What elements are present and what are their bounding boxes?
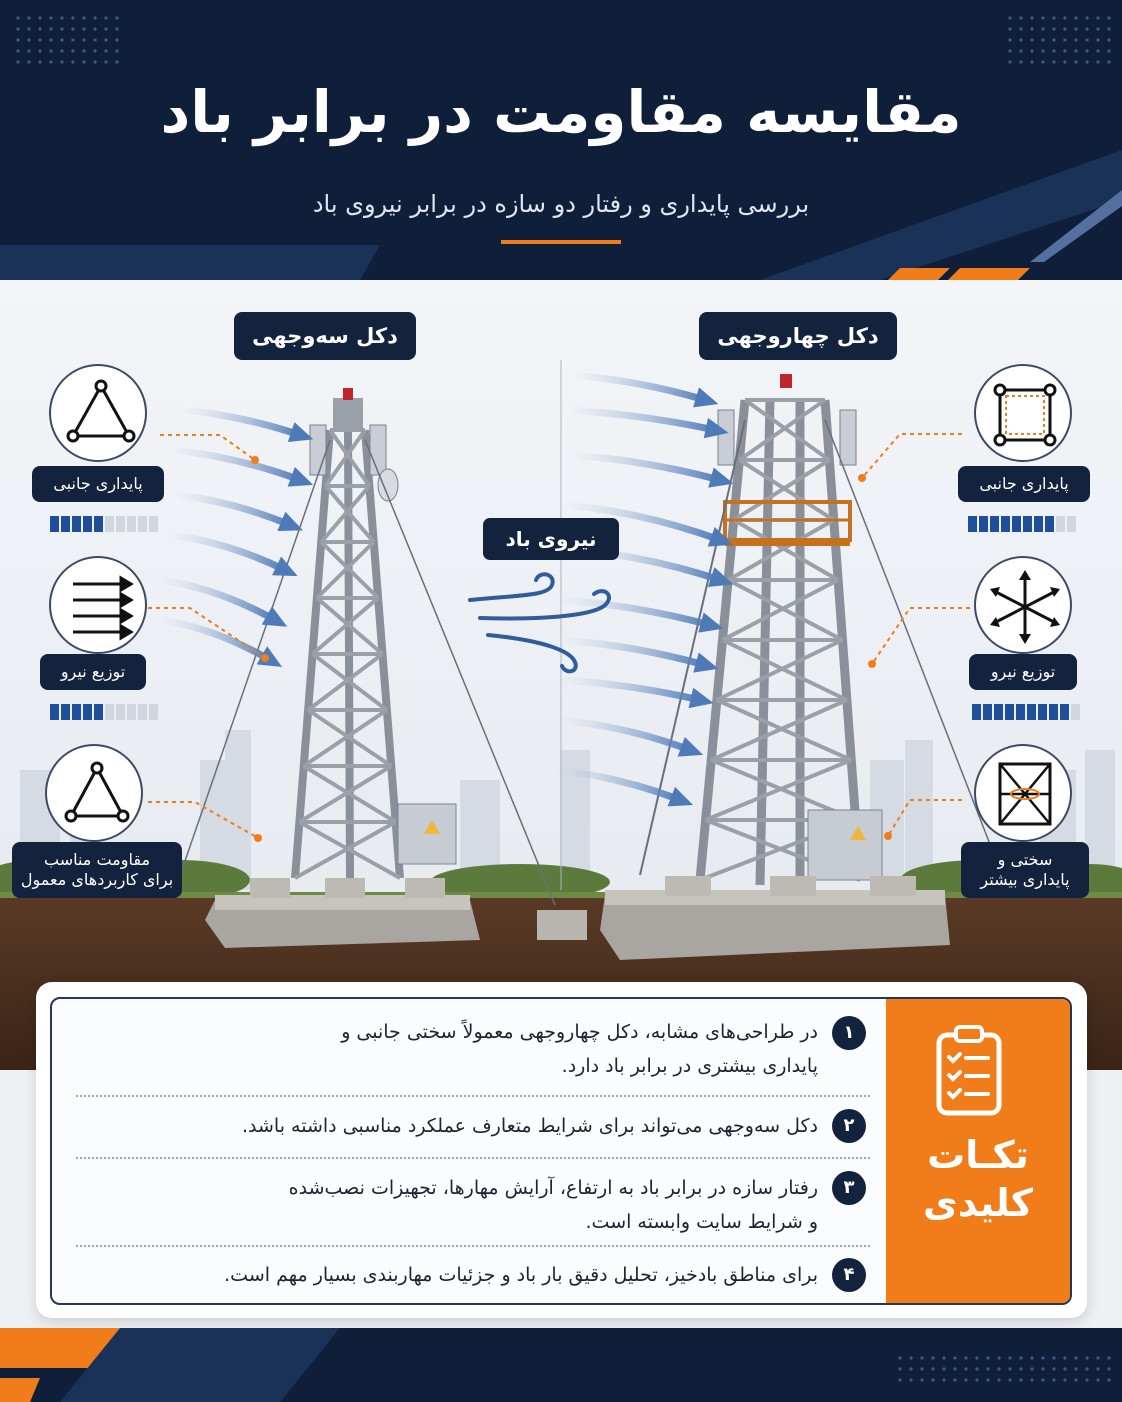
meter-segment xyxy=(1056,516,1065,532)
wind-force-label: نیروی باد xyxy=(483,518,619,560)
page-title: مقایسه مقاومت در برابر باد xyxy=(160,78,962,146)
footer-decoration xyxy=(0,1328,1122,1402)
meter-segment xyxy=(94,704,103,720)
square-icon xyxy=(974,364,1072,462)
meter-segment xyxy=(149,704,158,720)
left-feature-3-line2: برای کاربردهای معمول xyxy=(20,870,174,889)
meter-segment xyxy=(983,704,992,720)
towers-illustration xyxy=(0,280,1122,1070)
meter-segment xyxy=(994,704,1003,720)
key-point-1 xyxy=(118,1015,818,1083)
left-feature-1-label: پایداری جانبی xyxy=(32,466,164,502)
meter-segment xyxy=(1071,704,1080,720)
key-points-title-line2: کلیدی xyxy=(923,1181,1033,1225)
key-point-3-line2: و شرایط سایت وابسته است. xyxy=(585,1211,818,1233)
meter-segment xyxy=(990,516,999,532)
header-banner xyxy=(0,0,1122,280)
item-4-number: ۴ xyxy=(832,1258,866,1292)
tower-comparison-scene xyxy=(0,280,1122,1070)
meter-segment xyxy=(105,704,114,720)
separator xyxy=(76,1095,870,1097)
right-feature-3-line1: سختی و xyxy=(997,850,1053,869)
meter-segment xyxy=(61,704,70,720)
key-points-tab xyxy=(886,999,1070,1305)
meter-segment xyxy=(50,704,59,720)
key-point-2-line1: دکل سه‌وجهی می‌تواند برای شرایط متعارف عملکرد مناسبی داشته باشد. xyxy=(241,1115,818,1137)
meter-segment xyxy=(50,516,59,532)
meter-segment xyxy=(979,516,988,532)
item-1-number: ۱ xyxy=(832,1016,866,1050)
meter-segment xyxy=(1016,704,1025,720)
item-3-number: ۳ xyxy=(832,1171,866,1205)
page-subtitle: بررسی پایداری و رفتار دو سازه در برابر نیروی باد xyxy=(312,190,810,218)
right-feature-2-meter xyxy=(972,704,1080,720)
key-point-3-line1: رفتار سازه در برابر باد به ارتفاع، آرایش مهارها، تجهیزات نصب‌شده xyxy=(288,1177,818,1199)
meter-segment xyxy=(1049,704,1058,720)
meter-segment xyxy=(72,704,81,720)
meter-segment xyxy=(61,516,70,532)
right-feature-1-label: پایداری جانبی xyxy=(958,466,1090,502)
left-feature-3-line1: مقاومت مناسب xyxy=(43,850,151,869)
parallel-arrows-icon xyxy=(49,556,147,654)
key-point-1-line1: در طراحی‌های مشابه، دکل چهاروجهی معمولاً سختی جانبی و xyxy=(341,1021,818,1043)
meter-segment xyxy=(1034,516,1043,532)
meter-segment xyxy=(116,704,125,720)
key-point-3 xyxy=(118,1171,818,1239)
key-points-title-line1: تکـات xyxy=(927,1133,1029,1177)
left-tower-title: دکل سه‌وجهی xyxy=(234,312,416,360)
title-underline xyxy=(501,240,621,244)
meter-segment xyxy=(72,516,81,532)
meter-segment xyxy=(1027,704,1036,720)
meter-segment xyxy=(83,704,92,720)
triangle-icon xyxy=(45,744,143,842)
key-point-4 xyxy=(118,1258,818,1292)
meter-segment xyxy=(972,704,981,720)
key-points-inner xyxy=(50,997,1072,1305)
meter-segment xyxy=(1023,516,1032,532)
left-feature-2-label: توزیع نیرو xyxy=(40,654,146,690)
key-point-2 xyxy=(118,1109,818,1143)
separator xyxy=(76,1245,870,1247)
separator xyxy=(76,1157,870,1159)
meter-segment xyxy=(127,704,136,720)
meter-segment xyxy=(138,516,147,532)
meter-segment xyxy=(1067,516,1076,532)
meter-segment xyxy=(1012,516,1021,532)
right-feature-2-label: توزیع نیرو xyxy=(969,654,1077,690)
right-feature-3-line2: پایداری بیشتر xyxy=(980,870,1070,889)
meter-segment xyxy=(1060,704,1069,720)
meter-segment xyxy=(116,516,125,532)
clipboard-checklist-icon xyxy=(886,999,1070,1129)
right-feature-1-meter xyxy=(968,516,1076,532)
meter-segment xyxy=(127,516,136,532)
triangle-icon xyxy=(49,364,147,462)
left-feature-3-label xyxy=(12,842,182,898)
right-tower-title: دکل چهاروجهی xyxy=(699,312,897,360)
meter-segment xyxy=(94,516,103,532)
key-point-1-line2: پایداری بیشتری در برابر باد دارد. xyxy=(561,1055,818,1077)
meter-segment xyxy=(138,704,147,720)
footer-band xyxy=(0,1328,1122,1402)
meter-segment xyxy=(149,516,158,532)
meter-segment xyxy=(1045,516,1054,532)
right-feature-3-label xyxy=(961,842,1089,898)
key-points-title xyxy=(886,1131,1070,1227)
radial-arrows-icon xyxy=(974,556,1072,654)
meter-segment xyxy=(1001,516,1010,532)
left-feature-2-meter xyxy=(50,704,158,720)
braced-frame-icon xyxy=(974,744,1072,842)
meter-segment xyxy=(968,516,977,532)
meter-segment xyxy=(83,516,92,532)
meter-segment xyxy=(1005,704,1014,720)
key-point-4-line1: برای مناطق بادخیز، تحلیل دقیق بار باد و جزئیات مهاربندی بسیار مهم است. xyxy=(224,1264,818,1286)
item-2-number: ۲ xyxy=(832,1109,866,1143)
left-feature-1-meter xyxy=(50,516,158,532)
meter-segment xyxy=(1038,704,1047,720)
meter-segment xyxy=(105,516,114,532)
